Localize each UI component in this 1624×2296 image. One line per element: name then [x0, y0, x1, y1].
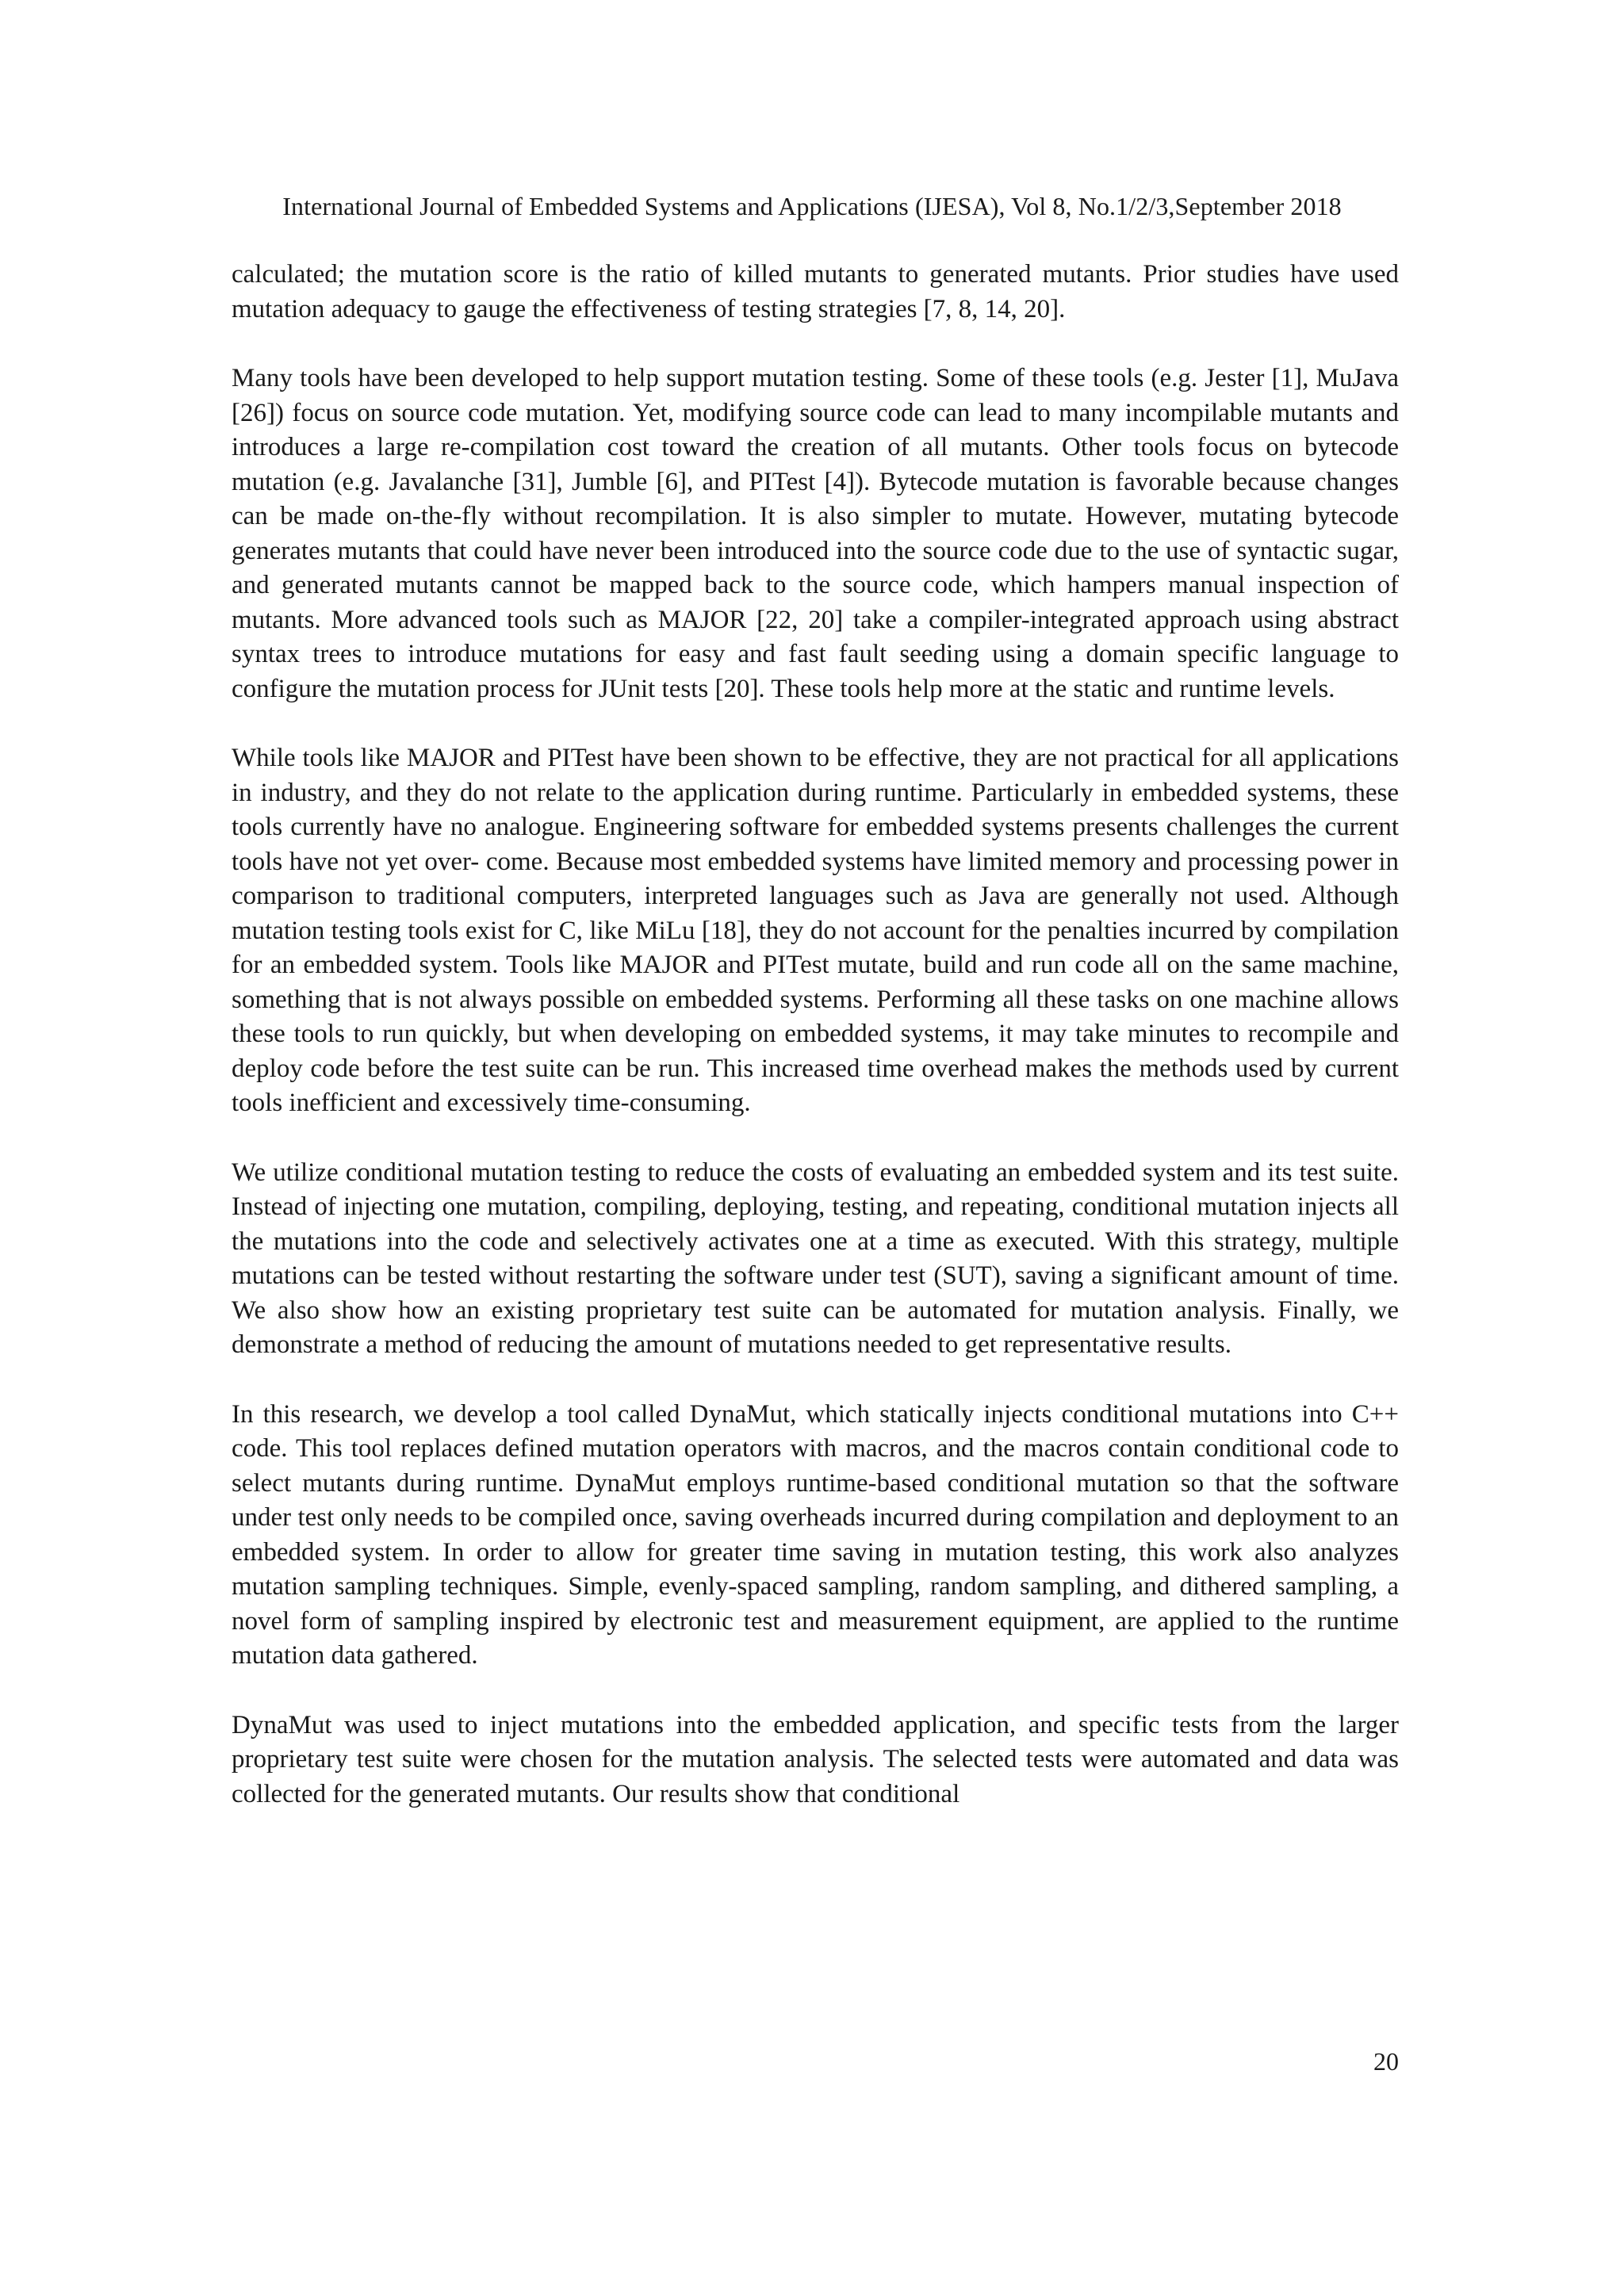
paragraph-dynamut-tool: In this research, we develop a tool called DynaMut, which statically injects conditional mutations into C++ code. This tool replaces defined mutation operators with macros, and the macros contain conditional code to select mutants during runtime. DynaMut employs runtime-based conditional mutation so that the software under test only needs to be compiled once, saving overheads incurred during compilation and deployment to an embedded system. In order to allow for greater time saving in mutation testing, this work also analyzes mutation sampling techniques. Simple, evenly-spaced sampling, random sampling, and dithered sampling, a novel form of sampling inspired by electronic test and measurement equipment, are applied to the runtime mutation data gathered.	[232, 1399, 1399, 1670]
paragraph-embedded-challenges: While tools like MAJOR and PITest have been shown to be effective, they are not practical for all applications in industry, and they do not relate to the application during runtime. Particularly in embedded systems, these tools currently have no analogue. Engineering software for embedded systems presents challenges the current tools have not yet over- come. Because most embedded systems have limited memory and processing power in comparison to traditional computers, interpreted languages such as Java are generally not used. Although mutation testing tools exist for C, like MiLu [18], they do not account for the penalties incurred by compilation for an embedded system. Tools like MAJOR and PITest mutate, build and run code all on the same machine, something that is not always possible on embedded systems. Performing all these tasks on one machine allows these tools to run quickly, but when developing on embedded systems, it may take minutes to recompile and deploy code before the test suite can be run. This increased time overhead makes the methods used by current tools inefficient and excessively time-consuming.	[232, 744, 1399, 1117]
paragraph-conditional-mutation: We utilize conditional mutation testing to reduce the costs of evaluating an embedded system and its test suite. Instead of injecting one mutation, compiling, deploying, testing, and repeating, conditional mutation injects all the mutations into the code and selectively activates one at a time as executed. With this strategy, multiple mutations can be tested without restarting the software under test (SUT), saving a significant amount of time. We also show how an existing proprietary test suite can be automated for mutation analysis. Finally, we demonstrate a method of reducing the amount of mutations needed to get representative results.	[232, 1158, 1399, 1359]
paragraph-mutation-tools: Many tools have been developed to help support mutation testing. Some of these tools (e.g. Jester [1], MuJava [26]) focus on source code mutation. Yet, modifying source code can lead to many incompilable mutants and introduces a large re-compilation cost toward the creation of all mutants. Other tools focus on bytecode mutation (e.g. Javalanche [31], Jumble [6], and PITest [4]). Bytecode mutation is favorable because changes can be made on-the-fly without recompilation. It is also simpler to mutate. However, mutating bytecode generates mutants that could have never been introduced into the source code due to the use of syntactic sugar, and generated mutants cannot be mapped back to the source code, which hampers manual inspection of mutants. More advanced tools such as MAJOR [22, 20] take a compiler-integrated approach using abstract syntax trees to introduce mutations for easy and fast fault seeding using a domain specific language to configure the mutation process for JUnit tests [20]. These tools help more at the static and runtime levels.	[232, 364, 1399, 703]
paragraph-dynamut-results: DynaMut was used to inject mutations into the embedded application, and specific tests from the larger proprietary test suite were chosen for the mutation analysis. The selected tests were automated and data was collected for the generated mutants. Our results show that conditional	[232, 1710, 1399, 1808]
page-number: 20	[1373, 2047, 1399, 2076]
body-text	[232, 258, 1399, 1846]
running-header: International Journal of Embedded Systems and Applications (IJESA), Vol 8, No.1/2/3,September 2018	[282, 192, 1342, 220]
paragraph-mutation-score: calculated; the mutation score is the ratio of killed mutants to generated mutants. Prior studies have used mutation adequacy to gauge the effectiveness of testing strategies [7, 8, 14, 20].	[232, 260, 1399, 323]
